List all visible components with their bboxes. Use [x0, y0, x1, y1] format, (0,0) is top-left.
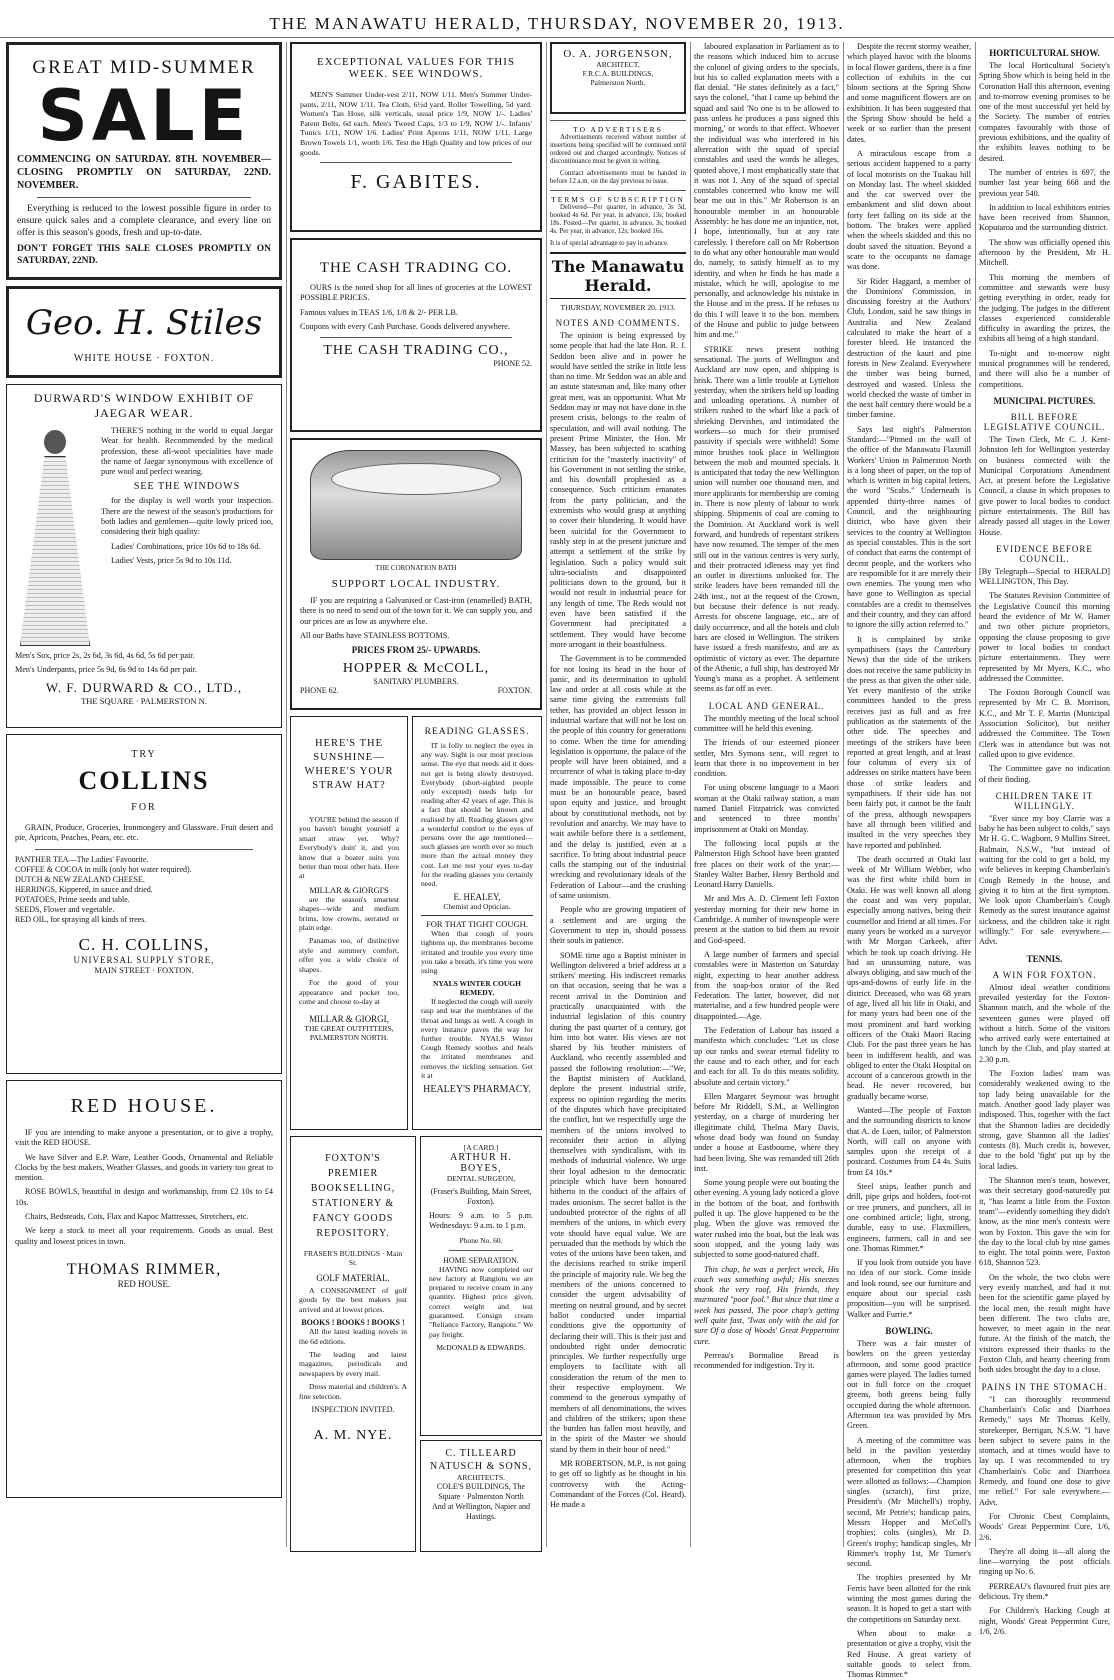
boyes-phone: Phone No. 60.	[459, 1235, 503, 1245]
millar-panamas: Panamas too, of distinctive style and summery comfort, offer you a wide choice of shapes.	[299, 936, 399, 974]
cash-firm: THE CASH TRADING CO.,	[323, 343, 509, 359]
collins-item: COFFEE & COCOA in milk (only hot water required).	[15, 864, 192, 874]
books-body: All the latest leading novels in the 6d editions.	[299, 1327, 407, 1346]
tillard-name: C. TILLEARD NATUSCH & SONS,	[430, 1448, 532, 1472]
row-millar-healey	[290, 716, 542, 1130]
advertisers-body: Advertisements received without number of insertions being specified will be continued until ordered out and charged accordingly. Notices of discontinuance must be given in writing.	[550, 134, 686, 165]
article-paragraph: Wanted—The people of Foxton and the surrounding districts to know that A. de Luen, tailor, of Palmerston North, will call on anyone with samples upon the receipt of a postcard. Costumes from £4 4s. Suits from £4 10s.*	[847, 1105, 971, 1177]
bowling-title: BOWLING.	[885, 1325, 933, 1336]
local-item: Some young people were out boating the other evening. A young lady noticed a glove in the bottom of the boat, and forthwith pulled it up. The glove happened to be the plug. When the glove was removed the water rushed into the boat, but the leak was soon stopped, and the young lady was subjected to some good-natured chaff.	[694, 1178, 839, 1260]
show-paragraph: The show was officially opened this afternoon by the President, Mr H. Mitchell.	[979, 237, 1110, 268]
advertisers-body2: Contract advertisements must be handed in before 12 a.m. on the day previous to issue.	[550, 170, 686, 185]
healey-firm: E. HEALEY,	[453, 892, 501, 903]
show-paragraph: In addition to local exhibitors entries have been received from Shannon, Koputaroa and the surrounding district.	[979, 202, 1110, 233]
sale-heading: GREAT MID-SUMMER	[32, 57, 256, 78]
collins-name: COLLINS	[78, 766, 210, 795]
hopper-body: IF you are requiring a Galvanised or Cast-iron (enamelled) BATH, there is no need to send out of the town for it. We can supply you, and our prices are as low as anywhere else.	[300, 596, 532, 626]
article-paragraph: If you look from outside you have no idea of our stock. Come inside and look round, see our furniture and enquire about our special cash proposition—you will be surprised. Walker and Furrie.*	[847, 1258, 971, 1319]
jorgenson-society: F.R.C.A. BUILDINGS,	[582, 69, 654, 78]
local-item: The friends of our esteemed pioneer settler, Mrs Symons senr., will regret to learn that there is no improvement in her condition.	[694, 738, 839, 779]
children-paragraph: "Ever since my boy Clarrie was a baby he has been subject to colds," says Mr H. G. C. Wagborn, 9 Mullins Street, Balmain, N.S.W., "but instead of waiting for the cold to get a hold, my wife believes in keeping Chamberlain's Cough Remedy in the house, and giving it to him at the first symptom. We look upon Chamberlain's Cough Remedy as the surest insurance against sickness, and the children take it right willingly." For sale everywhere.—Advt.	[979, 813, 1110, 947]
mags-body: The leading and latest magazines, periodicals and newspapers by every mail.	[299, 1350, 407, 1378]
millar-ad	[290, 716, 408, 1130]
column-4	[694, 42, 839, 1547]
golf-title: GOLF MATERIAL.	[316, 1273, 390, 1283]
paper-nameplate: The Manawatu Herald.	[550, 252, 686, 299]
collins-ad	[6, 734, 282, 1074]
tennis-paragraph: On the whole, the two clubs were very evenly matched, and had it not been for the scientific game played by the local men, the result might have been different. The two clubs are, however, to meet again in the near future. At the finish of the match, the visitors expressed their thanks to the Foxton Club, and hearty cheering from both sides brought the day to a close.	[979, 1272, 1110, 1375]
cough-body2: If neglected the cough will surely rasp and tear the membranes of the throat and lungs as well. A cough in every instance paves the way for further trouble. NYALS Winter Cough Remedy soothes and heals the irritated membranes and removes the tickling sensation. Get it at	[421, 997, 533, 1080]
collins-item: POTATOES, Prime seeds and table.	[15, 894, 130, 904]
durward-see: SEE THE WINDOWS	[133, 481, 241, 493]
woman-figure-illustration	[15, 426, 95, 651]
collins-address: MAIN STREET · FOXTON.	[94, 964, 194, 975]
millar-pocket: For the good of your appearance and pocket too, come and choose to-day at	[299, 978, 399, 1006]
bathtub-illustration	[310, 450, 522, 560]
jorgenson-sub: ARCHITECT,	[596, 60, 640, 69]
children-title: CHILDREN TAKE IT WILLINGLY.	[995, 790, 1094, 811]
local-item: A large number of farmers and special constables were in Masterton on Saturday night, expecting to hear another address from the soap-box orator of the Red Federation. The latter, however, did not materialise, and a few hundred people were disappointed.—Age.	[694, 949, 839, 1021]
nye-title: FOXTON'S PREMIER BOOKSELLING, STATIONERY & FANCY GOODS REPOSITORY.	[310, 1153, 396, 1239]
bowling-paragraph: A meeting of the committee was held in the pavilion yesterday afternoon, when the trophies presented for competition this year were allotted as follows:—Champion singles (scratch), first prize, President's (Mr Mitchell's) trophy, second, Mr Petrie's; handicap pairs, Messrs Hopper and McColl's trophies; colts (singles), Mr D. Green's trophy; handicap singles, Mr Rimmer's trophy 1st, Mr Turner's second.	[847, 1435, 971, 1569]
boyes-ad	[420, 1136, 542, 1436]
local-item: Ellen Margaret Seymour was brought before Mr Riddell, S.M., at Wellington yesterday, on a charge of murdering her illegitimate child, Thelma Mary Davis, whose dead body was found on Sunday under a house at Eastbourne, where they had been living. She was remanded till 26th inst.	[694, 1091, 839, 1173]
evidence-title: EVIDENCE BEFORE COUNCIL.	[996, 543, 1093, 564]
municipal-sub: BILL BEFORE LEGISLATIVE COUNCIL.	[983, 411, 1106, 432]
show-paragraph: This morning the members of committee and stewards were busy getting everything in order, ready for the judging. The judges in the different classes experienced considerable difficulty in awarding the prizes, the exhibits all being of a high standard.	[979, 272, 1110, 344]
tennis-title: TENNIS.	[1026, 953, 1063, 964]
collins-intro: GRAIN, Produce, Groceries, Ironmongery and Glassware. Fruit desert and pie, Apricots, Peaches, Pears, etc. etc.	[15, 823, 273, 843]
stiles-ad	[6, 286, 282, 378]
cash-trading-ad	[290, 238, 542, 432]
evidence-paragraph: The Committee gave no indication of their finding.	[979, 764, 1110, 784]
jorgenson-name: O. A. JORGENSON,	[563, 48, 673, 60]
nyals: NYALS WINTER COUGH REMEDY.	[433, 979, 521, 998]
gabites-firm: F. GABITES.	[350, 171, 482, 194]
pains-title: PAINS IN THE STOMACH.	[981, 1381, 1108, 1392]
millar-address: PALMERSTON NORTH.	[309, 1033, 389, 1043]
dress-body: Dress material and children's. A fine selection.	[299, 1382, 407, 1401]
stiles-signature: Geo. H. Stiles	[25, 303, 263, 343]
local-general-title: LOCAL AND GENERAL.	[708, 700, 825, 711]
tillard-ad	[420, 1440, 542, 1552]
tillard-sub: ARCHITECTS.	[456, 1473, 506, 1482]
millar-firm-inline: MILLAR & GIORGI'S	[309, 884, 389, 895]
separation-body: HAVING now completed our new factory at Rangiotu we are prepared to receive cream in any quantity. Highest price given, correct weight and test guaranteed. Consign cream "Reliance Factory, Rangiotu." We pay freight.	[429, 1264, 533, 1339]
article-paragraph: It is complained by strike sympathisers (says the Canterbury News) that the side of the strikers does not receive the same publicity in the press as that given the other side. Yet every manifesto of the strike committees handed to the press receives just as full and as free publication as the statements of the other side. The speeches and meetings of the strikers have been reported at great length, and at least four columns of every six of addresses on strike matters have been those of strike leaders and sympathisers. If their side has not been fairly put, it cannot be the fault of the press, although newspapers have all through been vilified and insulted in the very speeches they have reported and published.	[847, 634, 971, 850]
sale-dates: COMMENCING ON SATURDAY. 8TH. NOVEMBER—CLOSING PROMPTLY ON SATURDAY, 22ND. NOVEMBER.	[17, 154, 271, 191]
red-house-body: IF you are intending to make anyone a presentation, or to give a trophy, visit the RED HOUSE.	[15, 1128, 273, 1148]
hopper-sub: SANITARY PLUMBERS.	[373, 677, 459, 687]
millar-body: YOU'RE behind the season if you haven't bought yourself a smart straw yet. Why? Everybody's doin' it, and you know that a boater suits you better than most other hats. Here at	[299, 815, 399, 881]
pains-paragraph: "I can thoroughly recommend Chamberlain's Colic and Diarrhoea Remedy," says Mr Thomas Kelly, storekeeper, Berrigan, N.S.W. "I have been subject to severe pains in the stomach, and at times would have to lay up. I was recommended to try Chamberlain's Colic and Diarrhoea Remedy, and found one dose to give me relief." For sale everywhere.—Advt.	[979, 1394, 1110, 1507]
hopper-town: FOXTON.	[497, 686, 532, 696]
golf-body: A CONSIGNMENT of golf goods by the best makers just arrived and at lowest prices.	[299, 1286, 407, 1314]
collins-item: DUTCH & NEW ZEALAND CHEESE.	[15, 874, 145, 884]
red-house-body2: We have Silver and E.P. Ware, Leather Goods, Ornamental and Reliable Clocks by the best makers, Weather Glasses, and goods in variety too great to mention.	[15, 1152, 273, 1183]
durward-mens2: Men's Underpants, price 5s 9d, 6s 9d to 14s 6d per pair.	[15, 665, 198, 675]
cash-teas: Famous values in TEAS 1/6, 1/8 & 2/- PER LB.	[300, 307, 458, 317]
durward-body: THERE'S nothing in the world to equal Jaegar Wear for health. Recommended by the medical profession, these all-wool specialities have made the name of Jaegar synonymous with excellence of pure wool and perfect wearing.	[101, 426, 273, 477]
sale-body: Everything is reduced to the lowest possible figure in order to ensure quick sales and a complete clearance, and every line on offer is this season's goods, fresh and up-to-date.	[17, 204, 271, 238]
show-title: HORTICULTURAL SHOW.	[989, 48, 1100, 58]
healey-ad	[412, 716, 542, 1130]
hopper-prices: PRICES FROM 25/- UPWARDS.	[351, 645, 481, 656]
evidence-paragraph: The Statutes Revision Committee of the Legislative Council this morning heard the evidence of Mr W. Hamer and two other picture proprietors, opposing the clause proposing to give power to local bodies to conduct picture entertainments. They were represented by Mr Myers, K.C., who addressed the Committee.	[979, 591, 1110, 683]
article-paragraph: Despite the recent stormy weather, which played havoc with the blooms in local flower gardens, there is a fine collection of exhibits in the cut bloom sections at the Spring Show and some magnificent flowers are on exhibition. It has been suggested that the Spring Show should be held a week or so earlier than the present dates.	[847, 42, 971, 144]
hopper-title: SUPPORT LOCAL INDUSTRY.	[331, 578, 501, 590]
durward-body2: for the display is well worth your inspection. There are the newest of the season's productions for both ladies and gentlemen—quite lowly priced too, considering their high quality:	[101, 496, 273, 537]
gabites-ad	[290, 42, 542, 232]
hopper-phone: PHONE 62.	[300, 686, 339, 696]
red-house-ad	[6, 1080, 282, 1498]
notes-title: NOTES AND COMMENTS.	[555, 318, 681, 328]
column-rule	[843, 42, 844, 1547]
local-item: For using obscene language to a Maori woman at the Otaki railway station, a man named Daniel Fitzpatrick was convicted and sentenced to three months' imprisonment at Otaki on Monday.	[694, 783, 839, 834]
subscription-note: It is of special advantage to pay in advance.	[550, 240, 669, 247]
municipal-paragraph: The Town Clerk, Mr C. J. Kent-Johnston left for Wellington yesterday on business connected with the Municipal Corporations Amendment Act, at present before the Legislative Council, a clause in which proposes to give power to local bodies to conduct picture entertainments. The Bill has already passed all stages in the Lower House.	[979, 434, 1110, 537]
collins-firm: C. H. COLLINS,	[78, 934, 210, 954]
healey-body: IT is folly to neglect the eyes in any way. Sight is our most precious sense. The eye that needs aid it does not get is being slowly destroyed. Everybody (short-sighted people only excepted) needs help for reading after 42 years of age. This is a fact that should be known and realised by all. Reading glasses give a wonderful comfort to the eyes of persons over the age mentioned—such glasses are worth ever so much more than the actual money they cost. Let me test your eyes to-day for the reading glasses you certainly need.	[421, 741, 533, 889]
show-paragraph: The local Horticultural Society's Spring Show which is being held in the Coronation Hall this afternoon, evening and to-morrow evening promises to be one of the most successful yet held by the Society. The number of entries compares favourably with those of previous exhibitions, and the quality of the exhibits leaves nothing to be desired.	[979, 61, 1110, 163]
tennis-paragraph: The Shannon men's team, however, was their secretary good-naturedly put it, "has learnt a little from the Foxton team"—evidently something they didn't know, as the nine men's contests were won by Foxton. This gave the win for the day to the local club by nine games to eight. The total points were, Foxton 618, Shannon 523.	[979, 1176, 1110, 1268]
dateline: THURSDAY, NOVEMBER 20, 1913.	[560, 303, 676, 312]
bowling-paragraph: The trophies presented by Mr Ferris have been allotted for the rink winning the most games during the season. It is hoped to get a start with the competitions on Saturday next.	[847, 1573, 971, 1624]
red-house-bowls: ROSE BOWLS, beautiful in design and workmanship, from £2 10s to £4 10s.	[15, 1187, 273, 1207]
notes-paragraph: MR ROBERTSON, M.P., is not going to get off so lightly as he thought in his controversy with the Acting-Commandant of the Forces (Col. Heard). He made a	[550, 1459, 686, 1510]
sale-big: SALE	[37, 75, 251, 157]
article-paragraph: Says last night's Palmerston Standard:—"Pinned on the wall of the office of the Manawatu Flaxmill Workers' Union in Palmerston North is a long sheet of paper, on the top of which is written in big capital letters, the word "Scabs." Underneath is appended thirty-three names of Council, and the neighbouring district, who have given their services to the country at Wellington as special constables. This is the sort of conduct that earns the contempt of decent people, and the workers who are responsible for it are merely their own enemies. The young men who have gone to Wellington as special constables are a credit to themselves and their country, and they can afford to ignore the silly action referred to."	[847, 424, 971, 630]
small-ad: They're all doing it—all along the line—worrying the post officials ringing up No. 6.	[979, 1546, 1110, 1577]
column-rule	[546, 42, 547, 1547]
nye-inspect: INSPECTION INVITED.	[311, 1405, 395, 1415]
gabites-body: MEN'S Summer Under-vest 2/11, NOW 1/11. Men's Summer Under-pants, 2/11, NOW 1/11. Tea Cloth, 6½d yard. Roller Towelling, 5d yard. Women's Tan Hose, silk verticals, usual price 1/9, NOW 1/-. Ladies' Patent Belts, 6d each. Men's Tweed Caps, 1/3 to 1/9, NOW 1/-. Infants' Tunics 1/11, NOW 1/6. Ladies' Print Aprons 1/11, NOW 1/11. Large Brown Towels 1/1, worth 1/6. Test the High Quality and low prices of our goods.	[300, 90, 532, 157]
durward-title: DURWARD'S WINDOW EXHIBIT OF JAEGAR WEAR.	[33, 391, 255, 420]
durward-mens1: Men's Sox, price 2s, 2s 6d, 3s 6d, 4s 6d, 5s 6d per pair.	[15, 651, 195, 660]
bromaline: Perreau's Bormaline Bread is recommended for indigestion. Try it.	[694, 1350, 839, 1371]
tub-label: THE CORONATION BATH	[375, 564, 457, 572]
healey-title: READING GLASSES.	[424, 727, 530, 737]
red-house-firm: THOMAS RIMMER,	[66, 1260, 222, 1278]
hopper-ad	[290, 438, 542, 710]
column-2	[290, 42, 542, 1547]
collins-for: FOR	[131, 802, 157, 813]
collins-item: PANTHER TEA—The Ladies' Favourite.	[15, 854, 149, 864]
boyes-tillard-stack	[420, 1136, 542, 1552]
column-5	[847, 42, 971, 1680]
nye-ad	[290, 1136, 416, 1552]
local-item: The following local pupils at the Palmerston High School have been granted free places on their work of the year:—Stanley Walter Barber, Henry Berthold and Leonard Harry Daniells.	[694, 838, 839, 890]
red-house-stock: We keep a stock to meet all your requirements. Goods as usual. Best quality and lowest prices in town.	[15, 1226, 273, 1246]
durward-ladies1: Ladies' Combinations, price 10s 6d to 18s 6d.	[111, 541, 261, 551]
notes-paragraph: The Government is to be commended for not losing its head in the hour of panic, and its determination to uphold law and order at all costs while at the same time giving the extremists full tether, has provided an object lesson in industrial warfare that will not be lost on the people of this country for generations to come. When the time for amending legislation is opportune, the palace of the people will have been obtained, and a recurrence of what is taking place to-day made impossible. The peace to come must be an honourable peace, based upon equity and justice, and brought about by constitutional methods, not by revolution and anarchy. We may have to wait awhile before there is a settlement, and the delay is justified, even at a sacrifice. To bring about industrial peace calls the stamping out of the industrial wrecking and revolutionary ideals of the Federation of Labour—and the crushing of same unionism.	[550, 654, 686, 901]
column-rule	[975, 42, 976, 1547]
column-rule	[286, 42, 287, 1547]
cash-title: THE CASH TRADING CO.	[319, 260, 513, 276]
hopper-firm: HOPPER & McCOLL,	[342, 661, 490, 677]
article-paragraph: A miraculous escape from a serious accident happened to a party of local motorists on the Tuakau hill on Monday last. The wheel skidded and the car swerved over the embankment and slid down about forty feet falling on its side at the bottom. The brakes were applied when the wheels skidded and this no doubt saved the situation. Beyond a scare to the occupants no damage was done.	[847, 148, 971, 272]
nye-address: FRASER'S BUILDINGS · Main St.	[303, 1249, 403, 1267]
tennis-paragraph: The Foxton ladies' team was considerably weakened owing to the top lady being unavailable for the match. Another good lady player was indisposed. This, together with the fact that the Shannon ladies are decidedly strong, gave Shannon all the ladies' contests (8). Much credit is, however, due to the bold 'fight' put up by the local ladies.	[979, 1069, 1110, 1171]
poem: This chap, he was a perfect wreck, His couch was something awful; His sneezes shook the very roof, His friends, they murmured "poor fool." But since that time a week has passed, The poor chap's getting well quite fast, 'Twas only with the aid for sure Of a dose of Woods' Great Peppermint cure.	[694, 1264, 839, 1346]
advertisers-title: TO ADVERTISERS	[573, 125, 663, 134]
column-rule	[690, 42, 691, 1547]
small-ad: For Chronic Chest Complaints, Woods' Great Peppermint Cure, 1/6, 2/6.	[979, 1511, 1110, 1542]
article-paragraph: Steel snips, leather punch and drill, pipe grips and holders, foot-rot or tree pruners, and punchers, all in one combined article; light, strong, durable, easy to use. Flaxmillers, engineers, farmers, call in and see one. Thomas Rimmer.*	[847, 1182, 971, 1253]
tennis-sub: A WIN FOR FOXTON.	[992, 969, 1097, 980]
local-item: Mr and Mrs A. D. Clement left Foxton yesterday morning for their new home in Cambridge. A number of townspeople were present at the station to bid them au revoir and God-speed.	[694, 894, 839, 945]
tillard-also: And at Wellington, Napier and Hastings.	[431, 1502, 531, 1521]
millar-sub: THE GREAT OUTFITTERS,	[304, 1024, 394, 1034]
notes-paragraph: People who are growing impatient of a settlement and are urging the Government to step in, should possess their souls in patience.	[550, 905, 686, 946]
boyes-card: [A CARD.]	[463, 1143, 499, 1152]
cash-phone: PHONE 52.	[493, 359, 532, 369]
durward-ad	[6, 384, 282, 728]
column-6	[979, 42, 1110, 1636]
advertisers-notice	[550, 120, 686, 186]
millar-firm: MILLAR & GIORGI,	[309, 1014, 389, 1025]
hopper-footer	[300, 686, 532, 695]
subscription-title: TERMS OF SUBSCRIPTION	[551, 195, 685, 204]
evidence-dateline: [By Telegraph—Special to HERALD] WELLINGTON, This Day.	[979, 566, 1110, 587]
hopper-note: All our Baths have STAINLESS BOTTOMS.	[300, 630, 450, 640]
jorgenson-town: Palmerston North.	[590, 78, 646, 87]
durward-ladies2: Ladies' Vests, price 5s 9d to 10s 11d.	[111, 555, 232, 565]
separation-title: HOME SEPARATION.	[443, 1255, 519, 1265]
cough-title: FOR THAT TIGHT COUGH.	[421, 915, 533, 929]
article-paragraph: laboured explanation in Parliament as to the reasons which induced him to accuse the colonel of giving orders to the specials, but his so called explanation meets with a flat denial. "He states definitely as a fact," says the colonel, "that I came up behind the squad and said 'No one is to be allowed to pass unless he produces a pass signed this morning,' or words to that effect. Whoever the individual was who interfered in his altercation with the squad of special constables and used the words he alleges, quoted above, I most emphatically state that it was not I. Any of the squad of special constables concerned who know me will bear me out in this." Mr Robertson is an honourable member in an honourable Assembly: he has done me an injustice, not, I hope, intentionally, but at any rate carelessly. I therefore call on Mr Robertson to do what any other honourable man would do, namely, to satisfy himself as to my identity, and when he finds he has made a mistake, which he will, apologise to me personally, and acknowledge his mistake in the House and in the press. If he refuses to do this I will leave it to the hon. members of the House and public to judge between him and me."	[694, 42, 839, 340]
column-3	[550, 42, 686, 1547]
collins-try: TRY	[131, 749, 157, 760]
notes-paragraph: The opinion is being expressed by some people that had the late Hon. R. J. Seddon been alive and in power he would have settled the strike in little less than no time. Mr Seddon was an able and an astute statesman and, like many other great men, was an opportunist. What Mr Seddon may or may not have done in the present crisis, belongs to the realm of speculation, and will avail nothing. The present Prime Minister, the Hon. Mr Massey, has been subjected to scathing criticism for the "masterly inactivity" of his Government in not settling the strike, and his downfall prophesied as a consequence. Such criticism emanates from the party politician, and the extremists who would grasp at anything to cover their blundering. It would have been suicidal for the Government to rashly step in at the present juncture and attempt a settlement of the strike by legislation. Such a policy would suit ultra-socialists and disappointed politicians down to the ground, but it would not result in industrial peace for any length of time. The Reds would not even have been satisfied if the Government had precipitated a settlement. They would have become more arrogant in their boastfulness.	[550, 331, 686, 649]
tennis-paragraph: Almost ideal weather conditions prevailed yesterday for the Foxton-Shannon match, and the whole of the seventeen games were played off without a hitch. Some of the visitors who arrived early were entertained at lunch by the Club, and play started at 2.30 p.m.	[979, 982, 1110, 1064]
bowling-paragraph: There was a fair muster of bowlers on the green yesterday afternoon, and some good practice games were played. The ladies turned out in full force on the croquet greens, both greens being fully occupied during the whole afternoon. Afternoon tea was provided by Mrs Green.	[847, 1338, 971, 1431]
subscription-notice	[550, 190, 686, 248]
durward-firm: W. F. DURWARD & CO., LTD.,	[45, 679, 243, 695]
red-house-chairs: Chairs, Bedsteads, Cots, Flax and Kapoc Mattresses, Stretchers, etc.	[25, 1212, 249, 1222]
separation-firm: McDONALD & EDWARDS.	[436, 1342, 526, 1352]
local-item: The monthly meeting of the local school committee will be held this evening.	[694, 713, 839, 733]
durward-address: THE SQUARE · PALMERSTON N.	[81, 695, 207, 706]
boyes-sub: DENTAL SURGEON,	[446, 1174, 516, 1183]
red-house-sub: RED HOUSE.	[117, 1278, 171, 1289]
cough-body: When that cough of yours tightens up, the membranes become irritated and trouble you every time you take a breath, it's time you were using	[421, 929, 533, 976]
sale-ad	[6, 42, 282, 280]
healey-pharmacy: HEALEY'S PHARMACY.	[423, 1084, 531, 1096]
local-item: The Federation of Labour has issued a manifesto which concludes: "Let us close up our ranks and swear eternal fidelity to the cause and to each other, and for each and each for all. To do this means solidity, absolute and certain victory."	[694, 1026, 839, 1087]
row-nye-boyes	[290, 1136, 542, 1552]
healey-sub: Chemist and Optician.	[443, 902, 511, 912]
bowling-paragraph: When about to make a presentation or give a trophy, visit the Red House. A great variety of suitable goods to select from. Thomas Rimmer.*	[847, 1628, 971, 1680]
notes-paragraph: SOME time ago a Baptist minister in Wellington delivered a brief address at a strikers' meeting. His indiscreet remarks on that occasion, seeing that he was a recent arrival in the Dominion and practically unacquainted with the industrial legislation of this country during the past quarter of a century, got him into hot water. His views are not shared by his brother ministers of Auckland, who recently assembled and passed the following resolution:—"We, the Baptist ministers of Auckland, deplore the present industrial strife, express no opinion regarding the merits of the disputes which have precipitated the conflict, but we respectfully urge the members of the unions involved to reconsider their action in allying themselves with syndicalism, with its methods of industrial violence. We urge their loyal adhesion to the democratic principle which have been honoured hitherto in the conduct of the affairs of trades unionism. The secret ballot is the undoubted protector of the rights of all members of the unions, in which every vote should have equal value. We are persuaded that the methods by which the votes of the unions have been taken, and the decisions reached to strike imperil the principle of majority rule. We beg the members of the unions concerned to consider the urgent advisability of meeting on neutral ground, and by secret ballot conducted under impartial conditions give the opportunity of declaring their will. This is their just and undoubted right under democratic principles. We further respectfully urge employers to facilitate with all consideration the return of the men to their respective employment. We commend to the generous sympathy of members of all denominations, the wives and children of the strikers; upon these the burden has fallen most heavily, and in the spirit of the Master we should stand by them in their hour of need."	[550, 950, 686, 1454]
boyes-hours: Hours: 9 a.m. to 5 p.m. Wednesdays: 9 a.m. to 1 p.m.	[429, 1211, 533, 1231]
small-ad: For Children's Hacking Cough at night, Woods' Great Peppermint Cure, 1/6, 2/6.	[979, 1606, 1110, 1636]
article-paragraph: The death occurred at Otaki last week of Mr William Webber, who was the first white child born in Otaki. He was well known all along the coast and was very popular, especially among natives, being their counsellor and friend at all times. For many years he worked as a surveyor with Mr Morgan Carkeek, after which he took up coach driving. He had an unassuming nature, was always obliging, and saw much of the ups-and-downs of early life in the district. Deceased, who was 68 years of age, lived all his life in Otaki, and for many years had been one of the most prominent and hard working officers of the Otaki Maori Racing Club. For the past three years he has been in indifferent health, and was obliged to enter the Otaki Hospital on account of a cancerous growth in the head. He never recovered, but gradually became worse.	[847, 854, 971, 1101]
small-ad: PERREAU's flavoured fruit pies are delicious. Try them.*	[979, 1581, 1110, 1601]
municipal-title: MUNICIPAL PICTURES.	[993, 395, 1096, 406]
article-paragraph: STRIKE news present nothing sensational. The ports of Wellington and Auckland are now open, and shipping is brisk. There was a little trouble at Lyttelton yesterday, when the strikers held up loading and unloading operations. A number of strikers rushed to the wharf like a pack of shrieking Dervishes, and intimidated the workers—so much for their promised passivity if specials were withheld! Some minor brushes took place in Wellington between the mob and mounted specials. It is anticipated that today the new Wellington union will number one thousand men, and more applicants for membership are coming in. There is now plenty of labour to work shipping. Shipments of coal are coming to the Dominion. At Auckland work is well forward, and hundreds of repentant strikers have now resumed. The temper of the men still out in the various centres is very surly, and their protracted idleness may yet find an outlet in directions unlooked for. The strike leaders have been remanded till the 24th inst., not at the request of the Crown, but because their defence is not ready. Arrests for obscene language, etc., are of daily occurrence, and all the hotels and club bars are closed in Wellington. The strikers have issued a fresh manifesto, and are as optimistic of victory as ever. The departure of the Athenic, a full ship, has destroyed Mr Young's mana as a prophet. A settlement seems as far off as ever.	[694, 344, 839, 694]
nye-firm: A. M. NYE.	[313, 1428, 393, 1444]
collins-item: RED OIL, for spraying all kinds of trees.	[15, 914, 147, 924]
tillard-address: COLE'S BUILDINGS, The Square · Palmerston North	[436, 1482, 526, 1501]
cash-coupons: Coupons with every Cash Purchase. Goods delivered anywhere.	[300, 321, 510, 331]
subscription-body: Delivered—Per quarter, in advance, 3s 3d, booked 4s 6d. Per year, in advance, 13s; booked 18s. Posted—Per quarter, in advance, 3s; booked 4s. Per year, in advance, 12s; booked 16s.	[550, 204, 686, 235]
boyes-name: ARTHUR H. BOYES,	[450, 1152, 512, 1174]
show-paragraph: To-night and to-morrow night musical programmes will be rendered, and there will also be a number of competitions.	[979, 348, 1110, 389]
millar-title: HERE'S THE SUNSHINE—WHERE'S YOUR STRAW HAT?	[304, 738, 394, 791]
stiles-footer: WHITE HOUSE · FOXTON.	[73, 353, 215, 364]
masthead: THE MANAWATU HERALD, THURSDAY, NOVEMBER 20, 1913.	[0, 0, 1114, 38]
gabites-title: EXCEPTIONAL VALUES FOR THIS WEEK. SEE WINDOWS.	[316, 56, 516, 80]
collins-sub: UNIVERSAL SUPPLY STORE,	[73, 954, 215, 965]
books-heading: BOOKS ! BOOKS ! BOOKS !	[301, 1318, 405, 1328]
red-house-title: RED HOUSE.	[70, 1095, 218, 1117]
jorgenson-ad	[550, 42, 686, 114]
sale-notice: DON'T FORGET THIS SALE CLOSES PROMPTLY ON SATURDAY, 22ND.	[17, 244, 271, 266]
collins-item: HERRINGS, Kippered, in sauce and dried.	[15, 884, 153, 894]
boyes-address: (Fraser's Building, Main Street, Foxton).	[430, 1187, 532, 1206]
show-paragraph: The number of entries is 697, the number last year being 668 and the previous year 540.	[979, 167, 1110, 198]
millar-body2: are the season's smartest shapes—wide and medium brims, low crowns, serrated or plain edge.	[299, 894, 399, 933]
collins-item: SEEDS, Flower and vegetable.	[15, 904, 115, 914]
column-1	[6, 42, 282, 1547]
evidence-paragraph: The Foxton Borough Council was represented by Mr C. B. Morrison, K.C., and Mr T. F. Martin (Municipal Association Solicitor), but neither addressed the Committee. The Town Clerk was in attendance but was not called upon to give evidence.	[979, 688, 1110, 759]
cash-body: OURS is the noted shop for all lines of groceries at the LOWEST POSSIBLE PRICES.	[300, 283, 532, 303]
article-paragraph: Sir Rider Haggard, a member of the Dominions' Commission, in discussing forestry at the Authors' Club, London, said he saw things in Australia and New Zealand calculated to make the heart of a forester bleed. He instanced the destruction of the kauri and pine forests in New Zealand. Everywhere the timber was being burned, destroyed and wasted. Unless the world checked the waste of timber in the next half century there would be a timber famine.	[847, 276, 971, 420]
